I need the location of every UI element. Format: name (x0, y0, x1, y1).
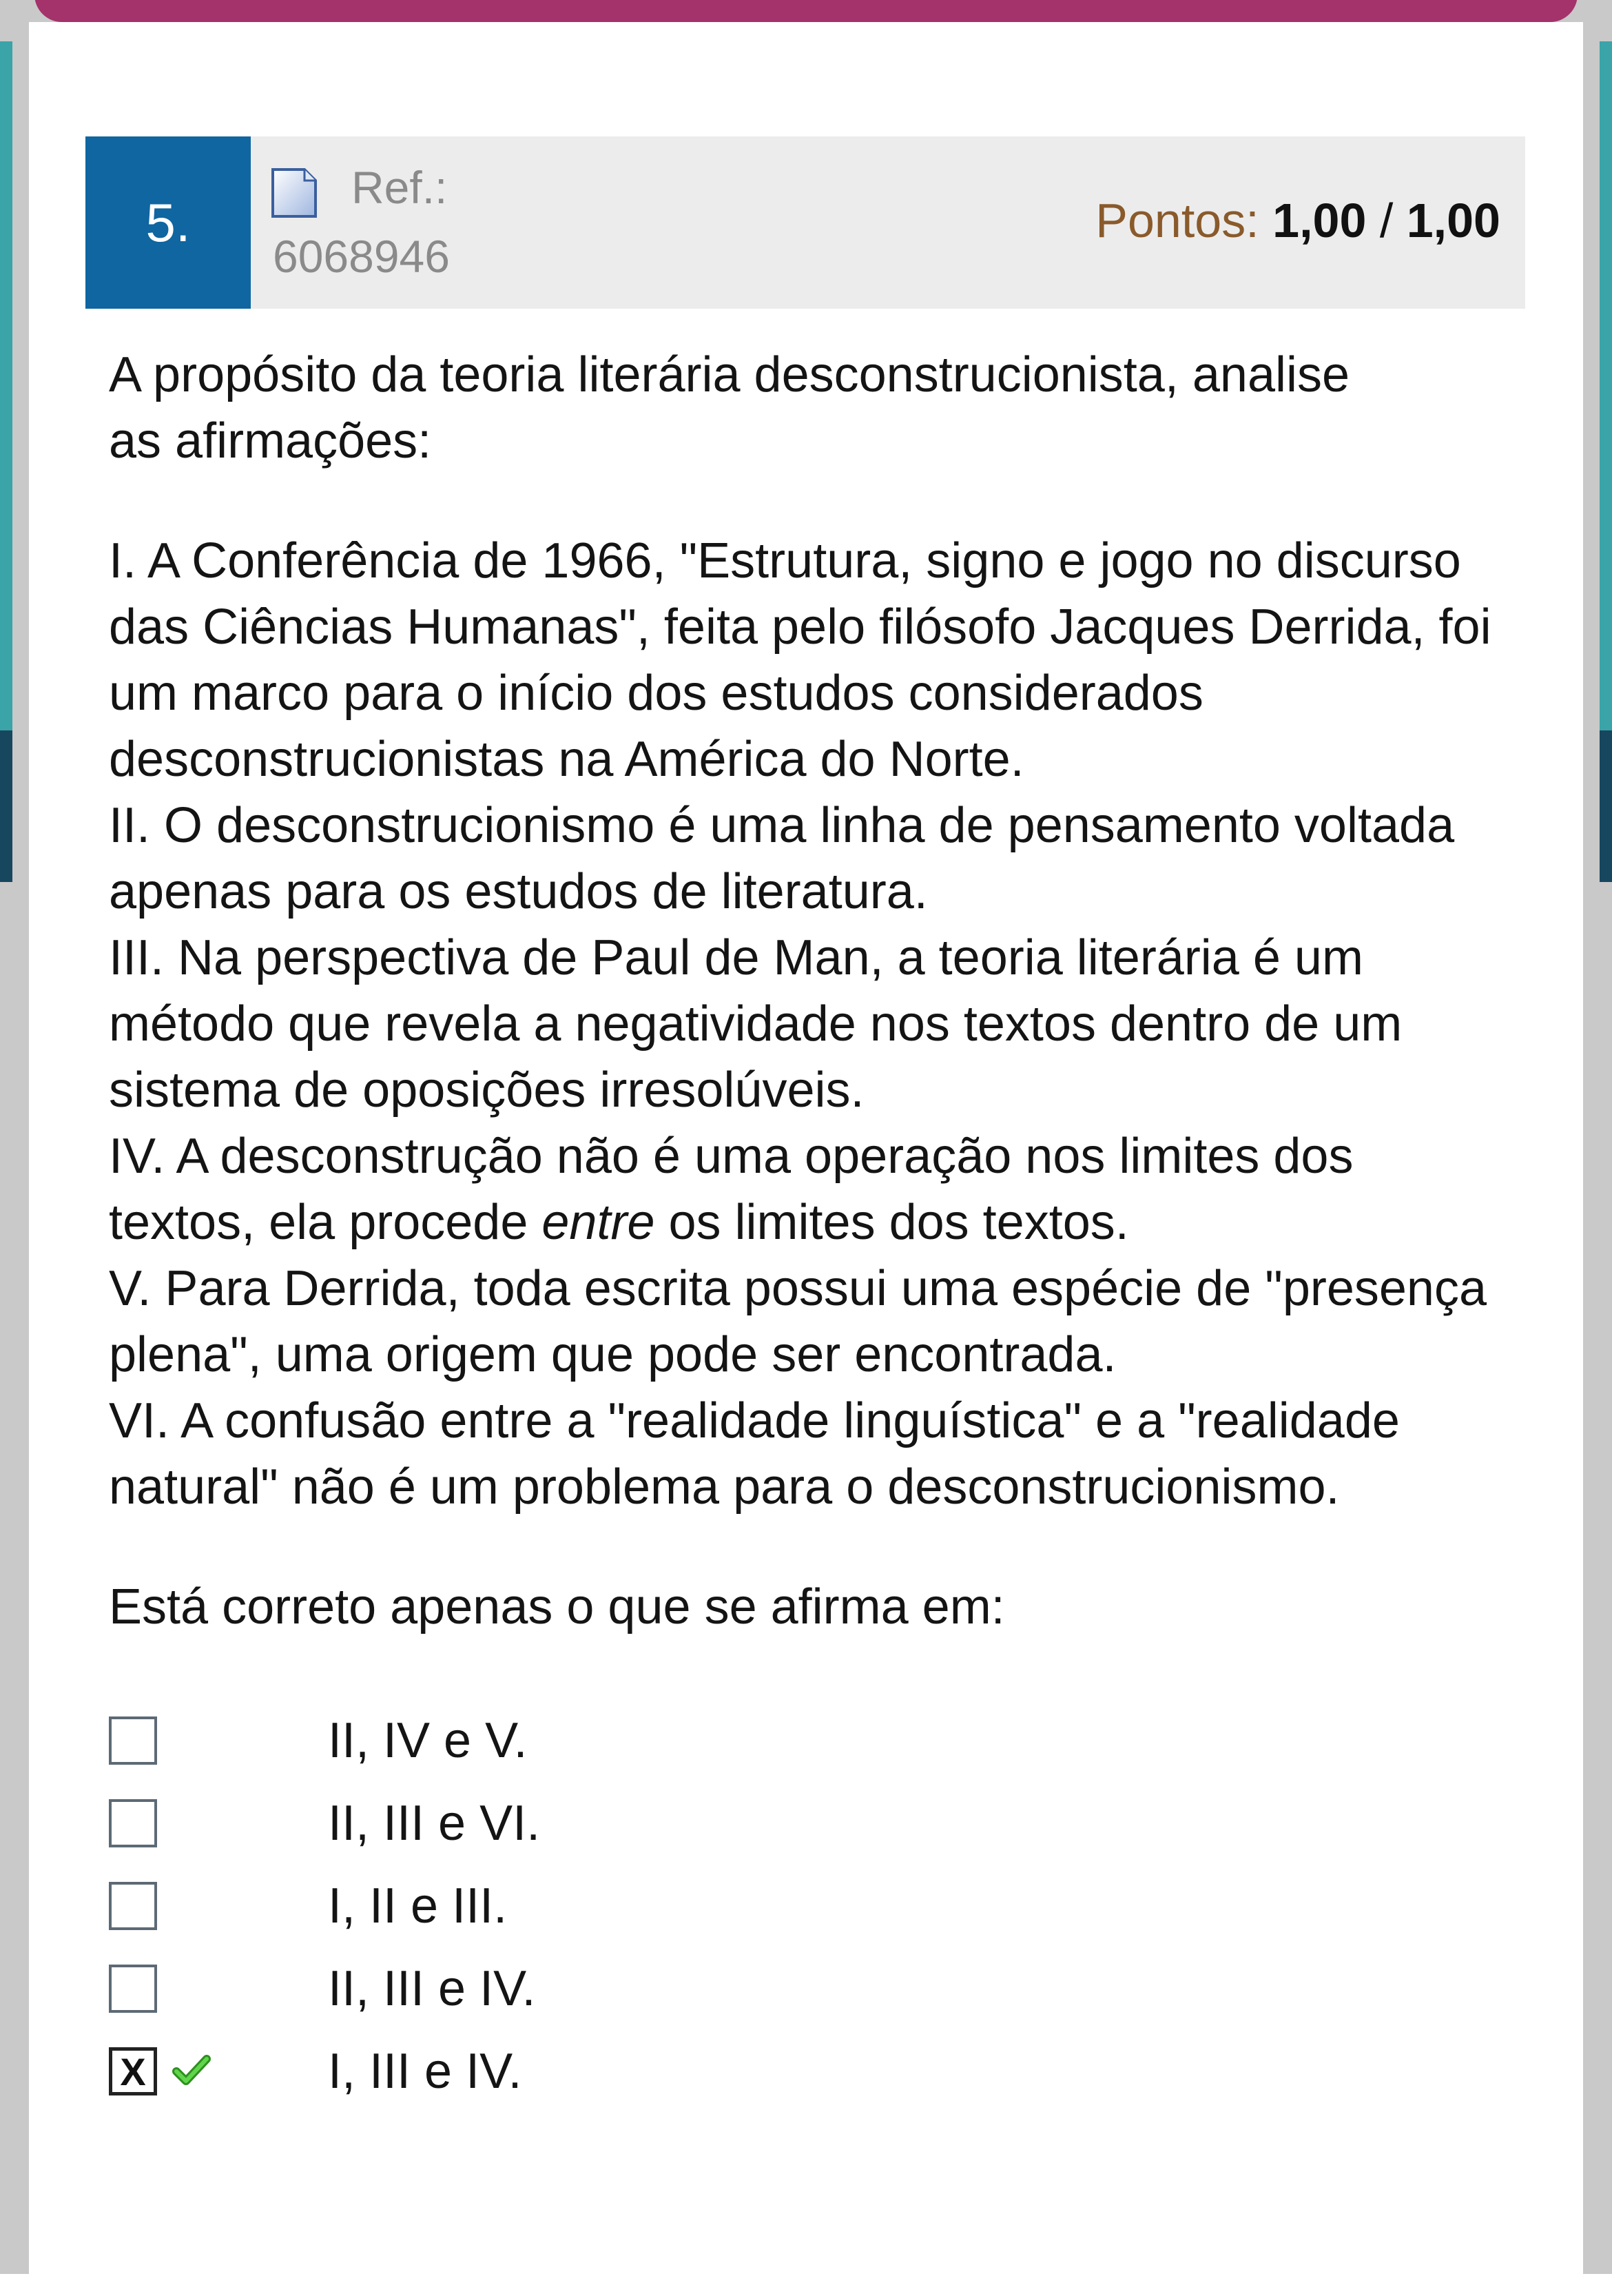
option-checkbox[interactable] (109, 1716, 157, 1765)
left-edge-accent (0, 41, 12, 730)
right-edge-dark (1600, 730, 1612, 882)
points-label: Pontos: (1095, 194, 1259, 247)
option-checkbox[interactable] (109, 1799, 157, 1847)
statements-list (109, 528, 1494, 1520)
option-checkbox[interactable] (109, 1965, 157, 2013)
statement-2: II. O desconstrucionismo é uma linha de pensamento voltada apenas para os estudos de literatura. (109, 798, 1455, 919)
option-label: II, III e VI. (328, 1796, 541, 1851)
statement-4 (109, 1123, 1494, 1255)
answer-option[interactable] (109, 1956, 1280, 2022)
points-score: 1,00 (1272, 194, 1367, 247)
intro-line-2: as afirmações: (109, 413, 432, 469)
points-total: 1,00 (1406, 194, 1500, 247)
option-label: I, III e IV. (328, 2044, 522, 2099)
right-edge-accent (1600, 41, 1612, 730)
answer-option[interactable] (109, 1708, 1280, 1774)
left-edge-dark (0, 730, 12, 882)
points-separator: / (1379, 194, 1394, 247)
ref-value: 6068946 (273, 231, 450, 282)
answer-option-selected[interactable] (109, 2038, 1280, 2104)
statement-5: V. Para Derrida, toda escrita possui uma espécie de "presença plena", uma origem que pode ser encontrada. (109, 1261, 1487, 1382)
question-header (85, 136, 1525, 309)
intro-line-1: A propósito da teoria literária desconstrucionista, analise (109, 347, 1350, 402)
statement-4-part2: os limites dos textos. (654, 1195, 1129, 1250)
question-number: 5. (85, 136, 251, 309)
statement-6: VI. A confusão entre a "realidade linguística" e a "realidade natural" não é um problema para o desconstrucionismo. (109, 1393, 1400, 1515)
statement-3: III. Na perspectiva de Paul de Man, a teoria literária é um método que revela a negatividade nos textos dentro de um sistema de oposições irresolúveis. (109, 930, 1403, 1118)
option-label: II, IV e V. (328, 1713, 528, 1768)
option-label: I, II e III. (328, 1878, 508, 1934)
top-header-bar (34, 0, 1578, 22)
answer-option[interactable] (109, 1790, 1280, 1856)
answer-option[interactable] (109, 1873, 1280, 1939)
question-intro (109, 342, 1494, 474)
document-icon[interactable] (270, 167, 318, 219)
question-prompt: Está correto apenas o que se afirma em: (109, 1579, 1005, 1634)
statement-4-part1: IV. A desconstrução não é uma operação nos limites dos textos, ela procede (109, 1129, 1354, 1250)
ref-label: Ref.: (351, 162, 448, 213)
statement-1: I. A Conferência de 1966, "Estrutura, signo e jogo no discurso das Ciências Humanas", feita pelo filósofo Jacques Derrida, foi um marco para o início dos estudos considerados desconstrucionistas na América do Norte. (109, 533, 1491, 787)
option-label: II, III e IV. (328, 1961, 536, 2016)
statement-4-emphasis: entre (541, 1195, 655, 1250)
points-display (1095, 193, 1500, 248)
option-checkbox[interactable] (109, 1882, 157, 1930)
green-check-icon (172, 2053, 211, 2088)
option-checkbox-checked[interactable]: X (109, 2047, 157, 2095)
